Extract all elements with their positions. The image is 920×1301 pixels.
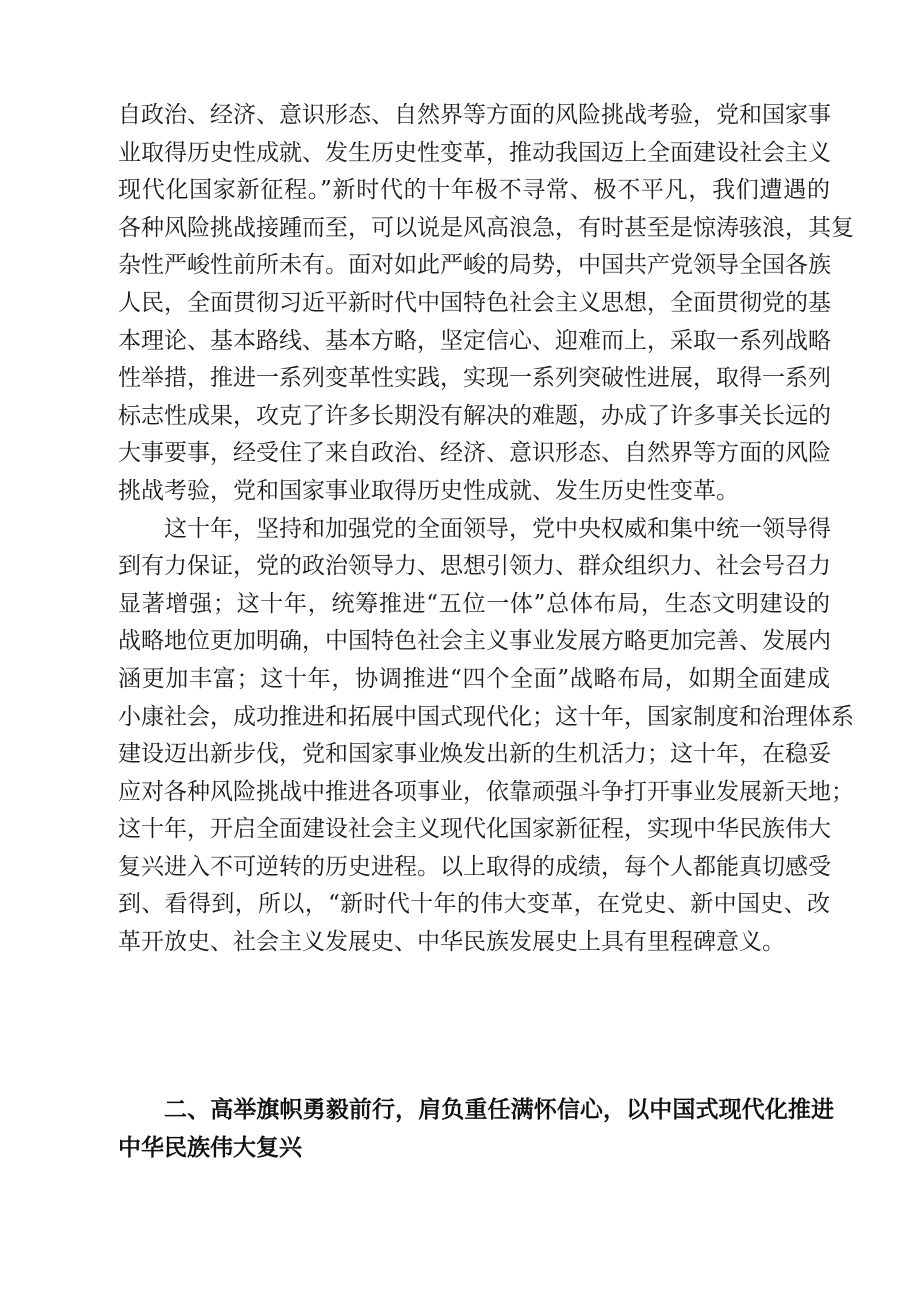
section-heading-line: 中华民族伟大复兴 xyxy=(118,1135,302,1161)
text-line: 革开放史、社会主义发展史、中华民族发展史上具有里程碑意义。 xyxy=(118,929,785,956)
text-line: 本理论、基本路线、基本方略，坚定信心、迎难而上，采取一系列战略 xyxy=(118,327,831,354)
text-line: 性举措，推进一系列变革性实践，实现一系列突破性进展，取得一系列 xyxy=(118,365,831,392)
text-line: 杂性严峻性前所未有。面对如此严峻的局势，中国共产党领导全国各族 xyxy=(118,252,831,279)
text-line: 到有力保证，党的政治领导力、思想引领力、群众组织力、社会号召力 xyxy=(118,553,831,580)
text-line: 这十年，开启全面建设社会主义现代化国家新征程，实现中华民族伟大 xyxy=(118,816,831,843)
section-heading-line: 二、高举旗帜勇毅前行，肩负重任满怀信心，以中国式现代化推进 xyxy=(164,1097,834,1123)
text-line: 小康社会，成功推进和拓展中国式现代化；这十年，国家制度和治理体系 xyxy=(118,703,854,730)
body-text xyxy=(118,97,854,962)
text-line: 各种风险挑战接踵而至，可以说是风高浪急，有时甚至是惊涛骇浪，其复 xyxy=(118,214,854,241)
text-line: 自政治、经济、意识形态、自然界等方面的风险挑战考验，党和国家事 xyxy=(118,102,831,128)
text-line: 应对各种风险挑战中推进各项事业，依靠顽强斗争打开事业发展新天地； xyxy=(118,778,854,805)
text-line: 涵更加丰富；这十年，协调推进“四个全面”战略布局，如期全面建成 xyxy=(118,665,830,692)
text-line: 战略地位更加明确，中国特色社会主义事业发展方略更加完善、发展内 xyxy=(118,628,831,655)
section-heading xyxy=(118,1091,834,1167)
text-line: 复兴进入不可逆转的历史进程。以上取得的成绩，每个人都能真切感受 xyxy=(118,853,831,880)
text-line: 人民，全面贯彻习近平新时代中国特色社会主义思想，全面贯彻党的基 xyxy=(118,289,831,316)
text-line: 业取得历史性成就、发生历史性变革，推动我国迈上全面建设社会主义 xyxy=(118,139,831,166)
text-line: 挑战考验，党和国家事业取得历史性成就、发生历史性变革。 xyxy=(118,477,739,504)
text-line: 这十年，坚持和加强党的全面领导，党中央权威和集中统一领导得 xyxy=(164,515,831,542)
text-line: 标志性成果，攻克了许多长期没有解决的难题，办成了许多事关长远的 xyxy=(118,402,831,429)
text-line: 大事要事，经受住了来自政治、经济、意识形态、自然界等方面的风险 xyxy=(118,440,831,467)
text-line: 到、看得到，所以，“新时代十年的伟大变革，在党史、新中国史、改 xyxy=(118,891,830,918)
text-line: 现代化国家新征程。”新时代的十年极不寻常、极不平凡，我们遭遇的 xyxy=(118,177,830,204)
text-line: 显著增强；这十年，统筹推进“五位一体”总体布局，生态文明建设的 xyxy=(118,590,830,617)
text-line: 建设迈出新步伐，党和国家事业焕发出新的生机活力；这十年，在稳妥 xyxy=(118,741,831,768)
